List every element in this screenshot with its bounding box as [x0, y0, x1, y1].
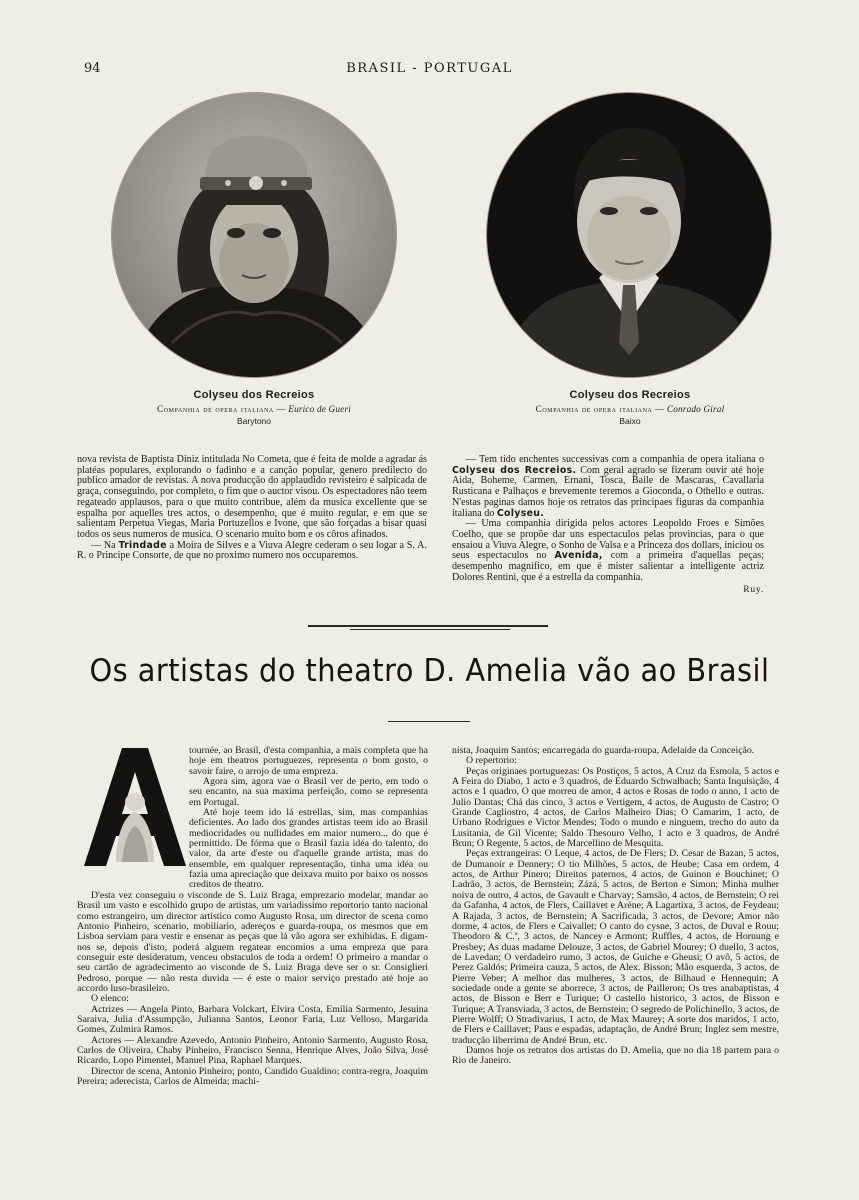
- main-article-paragraph: Peças originaes portuguezas: Os Postiços, 5 actos, A Cruz da Esmola, 5 actos e A Feira do Diabo, 1 acto e 3 quadros, de Eduardo Schwalbach; Santa Inquisição, 4 actos e 1 quadro, O que morreu de amor, 4 actos e Rosas de todo o anno, 1 acto de Julio Dantas; Chá das cinco, 3 actos e Vertigem, 4 actos, de Augusto de Castro; O Grande Cagliostro, 4 actos, de Carlos Malheiro Dias; O Camarim, 1 acto, de Urbano Rodrigues e Victor Mendes; Todo o mundo e ninguem, trecho do auto da Lusitania, de Gil Vicente; Saldo Thesouro Velho, 1 acto e 3 quadros, de André Brun; O Regente, 5 actos, de Marcellino de Mesquita.: [452, 765, 779, 850]
- main-article-paragraph: Peças extrangeiras: O Leque, 4 actos, de De Flers; D. Cesar de Bazan, 5 actos, de Dumanoir e Dennery; O tio Milhões, 5 actos, de Heube; Casa em ordem, 4 actos, de Arthur Pinero; Direitos paternos, 4 actos, de Guinon e Bouchinet; O Ladrão, 3 actos, de Bernstein; Zázá, 5 actos, de Berton e Simon; Minha mulher noiva de outro, 4 actos, de Gavault e Charvay; Samsão, 4 actos, de Bernstein; O rei da Gafanha, 4 actos, de Flers, Caillavet e Arène; A Lagartixa, 3 actos, de Feydeau; A Rajada, 3 actos, de Bernstein; A Sacrificada, 3 actos, de Devore; Amor não dorme, 4 actos, de Flers e Caivallet; O canto do cysne, 3 actos, de Duval e Rouu; Theodoro & C.ª, 3 actos, de Nancey e Armont; Ruffles, 4 actos, de Hornung e Presbey; As duas madame Delouze, 3 actos, de Gabriel Mourey; O duello, 3 actos, de Lavedan; O verdadeiro rumo, 3 actos, de Guiche e Gheusi; O avô, 5 actos, de Perez Galdós; Primeira cauza, 5 actos, de Alex. Bisson; Mão esquerda, 3 actos, de Pierre Veber; A melhor das mulheres, 3 actos, de Bilhaud e Hennequin; A sociedade onde a gente se aborrece, 3 actos, de Pailleron; Os tres anabaptistas, 4 actos, de Bisson e Berr e Turique; O castello historico, 3 actos, de Bisson e Turique; A Transviada, 3 actos, de Bernstein; O segredo de Polichinello, 3 actos, de Pierre Wolff; O Stradivarius, 1 acto, de Max Maurey; A sorte dos maridos, 1 acto, de Flers e Caillavet; Paus e espadas, adaptação, de André Brun; Inglez sem mestre, traducção liberrima de André Brun, etc.: [452, 848, 779, 1046]
- theatre-name-colyseu-2: Colyseu.: [496, 507, 545, 519]
- headline-underline: [388, 721, 470, 722]
- main-article-paragraph: Actores — Alexandre Azevedo, Antonio Pinheiro, Antonio Sarmento, Augusto Rosa, Carlos de Oliveira, Chaby Pinheiro, Francisco Senna, Henrique Alves, João Silva, José Ricardo, Lopo Pimentel, Manuel Pina, Raphael Marques.: [77, 1034, 428, 1067]
- portrait-photo-right: [487, 93, 771, 377]
- article-headline: Os artistas do theatro D. Amelia vão ao Brasil: [89, 653, 770, 689]
- top-article-column-1: [77, 455, 427, 562]
- main-article-paragraph: Damos hoje os retratos dos artistas do D. Amelia, que no dia 18 partem para o Rio de Janeiro.: [452, 1044, 779, 1067]
- section-divider-thin: [350, 629, 510, 630]
- section-divider: [308, 625, 548, 627]
- page-number: 94: [84, 61, 101, 76]
- running-title: BRASIL - PORTUGAL: [346, 61, 513, 76]
- main-article-column-2: [452, 746, 779, 1067]
- main-article-paragraph: Director de scena, Antonio Pinheiro; ponto, Candido Gualdino; contra-regra, Joaquim Pereira; aderecista, Carlos de Almeida; machi-: [77, 1065, 428, 1087]
- theatre-name-avenida: Avenida,: [554, 550, 603, 562]
- caption-right-theatre: Colyseu dos Recreios: [569, 389, 691, 401]
- theatre-name-colyseu: Colyseu dos Recreios.: [452, 464, 577, 476]
- text-run: com a primeira d'aquellas peças; desempenho magnifico, em que é mister salientar a intelligente actriz Dolores Rentini, que é a estrella da companhia.: [452, 550, 764, 583]
- caption-right-credit: Companhia de opera italiana — Conrado Giral: [535, 404, 725, 414]
- top-article-paragraph: [77, 541, 427, 562]
- main-article-paragraph: O elenco:: [91, 993, 129, 1005]
- signature: Ruy.: [743, 585, 764, 596]
- text-run: — Uma companhia dirigida pelos actores Leopoldo Froes e Simões Coelho, que se propõe dar uns espectaculos pelas provincias, para o que ensaiou a Viuva Alegre, o Sonho de Valsa e a Princeza dos dollars, iniciou os seus espectaculos no: [452, 518, 764, 562]
- main-article-paragraph: Agora sim, agora vae o Brasil ver de perto, em todo o seu encanto, na sua maxima perfeição, como se representa em Portugal.: [189, 776, 428, 808]
- main-article-paragraph: tournée, ao Brasil, d'esta companhia, a mais completa que ha hoje em theatros portuguezes, representa o bom gosto, o savoir faire, o arrojo de uma empreza.: [189, 745, 428, 777]
- text-run: Com geral agrado se fizeram ouvir até hoje Aida, Boheme, Carmen, Ernani, Tosca, Baile de Mascaras, Cavallaria Rusticana e Palhaços e brevemente teremos a Gioconda, o Othello e outras. N'estas paginas damos hoje os retratos das principaes figuras da companhia italiana do: [452, 464, 764, 519]
- text-run: a Moira de Silves e a Viuva Alegre cederam o seu logar a S. A. R. o Principe Consorte, de que no proximo numero nos occuparemos.: [77, 539, 427, 562]
- caption-right-name: Conrado Giral: [666, 404, 725, 414]
- main-article-paragraph: O repertorio:: [466, 755, 517, 767]
- caption-right-role: Baixo: [619, 416, 641, 426]
- portrait-eurico-de-gueri: [112, 93, 396, 377]
- top-article-column-2: [452, 455, 764, 596]
- caption-right: [460, 389, 800, 426]
- caption-left-credit: Companhia de opera italiana — Eurico de Gueri: [157, 404, 351, 414]
- top-article-paragraph: [452, 455, 764, 519]
- main-article-paragraph: nista, Joaquim Santos; encarregada do guarda-roupa, Adelaide da Conceição.: [452, 745, 755, 756]
- main-article-paragraph: Até hoje teem ido lá estrellas, sim, mas companhias deficientes. Ao lado dos grandes artistas teem ido ao Brasil mediocridades ou nullidades em maior numero... do que é permittido. De fórma que o Brasil fazia idéa do talento, do valor, da arte d'este ou d'aquelle grande artista, mas do ensemble, em qualquer representação, tinha uma idéa ou fazia uma apreciação que deixava muito por baixo os nossos creditos de theatro.: [189, 807, 428, 891]
- text-run: — Tem tido enchentes successivas com a companhia de opera italiana o: [466, 454, 764, 465]
- caption-left-company: Companhia de opera italiana: [157, 404, 274, 414]
- caption-right-company: Companhia de opera italiana: [535, 404, 653, 414]
- portrait-conrado-giral: [487, 93, 771, 377]
- top-article-paragraph: [452, 519, 764, 583]
- caption-left-name: Eurico de Gueri: [288, 404, 351, 414]
- caption-left-role: Barytono: [236, 416, 272, 426]
- caption-left-theatre: Colyseu dos Recreios: [193, 389, 315, 401]
- text-run: — Na: [91, 539, 119, 551]
- main-article-column-1: [77, 746, 428, 1087]
- main-article-paragraph: Actrizes — Angela Pinto, Barbara Volckart, Elvira Costa, Emilia Sarmento, Jesuina Saraiva, Julia d'Assumpção, Julianna Santos, Leonor Faria, Luz Velloso, Margarida Gomes, Zulmira Ramos.: [77, 1003, 428, 1036]
- main-article-paragraph: D'esta vez conseguiu o visconde de S. Luiz Braga, emprezario modelar, mandar ao Brasil um vasto e escolhido grupo de artistas, um variadissimo reportorio tanto nacional como estrangeiro, um director artistico como Augusto Rosa, um director de scena como Antonio Pinheiro, scenario, mobiliario, adereços e guarda-roupa, os mesmos que em Lisboa serviam para vestir e ensenar as peças que lá vão agora ser exhibidas. E digam-nos se, depois d'isto, poderá alguem regatear encomios a uma empreza que para conseguir este desideratum, venceu obstaculos de toda a ordem! O primeiro a mandar o seu cartão de agradecimento ao visconde de S. Luiz Braga deve ser o sr. Consiglieri Pedroso, porque — não resta duvida — é este o maior serviço prestado até hoje ao accordo luso-brasileiro.: [77, 889, 428, 994]
- portrait-photo-left: [112, 93, 396, 377]
- theatre-name-trindade: Trindade: [118, 539, 167, 551]
- top-article-paragraph: nova revista de Baptista Diniz intitulada No Cometa, que é feita de molde a agradar ás platéas populares, explorando o fadinho e a canção popular, genero predilecto do publico amador de revistas. A nova producção do applaudido revisteiro é salpicada de graça, conseguindo, por completo, o fim que o auctor visou. Os espectadores não teem regateado applausos, para o que muito contribue, além da musica excellente que se espalha por aquelles tres actos, o desempenho, que é muito regular, e em que se salientam Perpetua Viegas, Maria Portuzellos e Ivone, que são forçadas a bisar quasi todos os seus numeros de musica. O scenario muito bom e os côros afinados.: [77, 454, 427, 540]
- caption-left: [84, 389, 424, 426]
